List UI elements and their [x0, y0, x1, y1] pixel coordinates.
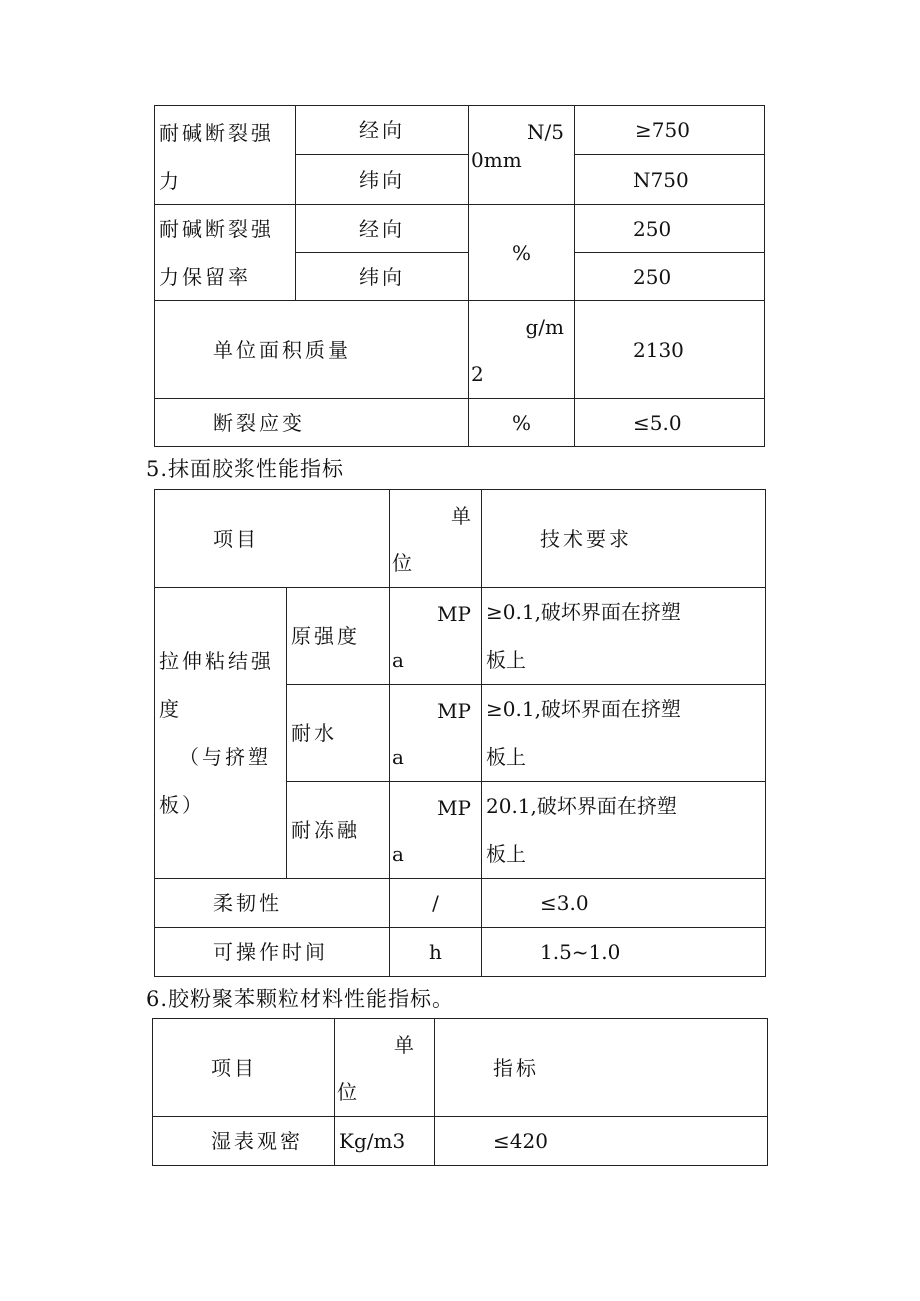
original-strength-label: 原强度	[287, 588, 390, 685]
alkali-strength-label: 耐碱断裂强 力	[155, 106, 296, 205]
working-time-value: 1.5~1.0	[482, 928, 766, 977]
freeze-thaw-label: 耐冻融	[287, 782, 390, 879]
warp-value: ≥750	[575, 106, 765, 155]
tensile-bond-label: 拉伸粘结强 度 （与挤塑 板）	[155, 588, 287, 879]
water-resistance-label: 耐水	[287, 685, 390, 782]
retention-warp-label: 经向	[296, 205, 469, 253]
flexibility-unit: /	[390, 879, 482, 928]
strain-unit: %	[469, 399, 575, 447]
working-time-unit: h	[390, 928, 482, 977]
table3-header-unit: 单 位	[335, 1019, 435, 1117]
retention-unit: %	[469, 205, 575, 301]
header-item: 项目	[155, 490, 390, 588]
strain-label: 断裂应变	[155, 399, 469, 447]
original-strength-requirement: ≥0.1,破坏界面在挤塑 板上	[482, 588, 766, 685]
warp-label: 经向	[296, 106, 469, 155]
flexibility-label: 柔韧性	[155, 879, 390, 928]
wet-density-value: ≤420	[435, 1117, 768, 1166]
glass-fiber-mesh-table	[154, 105, 765, 447]
water-resistance-unit: MP a	[390, 685, 482, 782]
strength-unit: N/5 0mm	[469, 106, 575, 205]
header-unit: 单 位	[390, 490, 482, 588]
section5-heading: 5.抹面胶浆性能指标	[146, 457, 345, 481]
table3-header-item: 项目	[153, 1019, 335, 1117]
retention-warp-value: 250	[575, 205, 765, 253]
strain-value: ≤5.0	[575, 399, 765, 447]
wet-density-unit: Kg/m3	[335, 1117, 435, 1166]
weft-value: N750	[575, 155, 765, 205]
wet-density-label: 湿表观密	[153, 1117, 335, 1166]
freeze-thaw-requirement: 20.1,破坏界面在挤塑 板上	[482, 782, 766, 879]
area-mass-value: 2130	[575, 301, 765, 399]
retention-weft-value: 250	[575, 253, 765, 301]
polystyrene-particle-table	[152, 1018, 768, 1166]
weft-label: 纬向	[296, 155, 469, 205]
freeze-thaw-unit: MP a	[390, 782, 482, 879]
retention-weft-label: 纬向	[296, 253, 469, 301]
area-mass-label: 单位面积质量	[155, 301, 469, 399]
original-strength-unit: MP a	[390, 588, 482, 685]
area-mass-unit: g/m 2	[469, 301, 575, 399]
header-requirement: 技术要求	[482, 490, 766, 588]
working-time-label: 可操作时间	[155, 928, 390, 977]
water-resistance-requirement: ≥0.1,破坏界面在挤塑 板上	[482, 685, 766, 782]
retention-label: 耐碱断裂强 力保留率	[155, 205, 296, 301]
flexibility-value: ≤3.0	[482, 879, 766, 928]
mortar-performance-table	[154, 489, 766, 977]
table3-header-index: 指标	[435, 1019, 768, 1117]
section6-heading: 6.胶粉聚苯颗粒材料性能指标。	[146, 987, 455, 1011]
